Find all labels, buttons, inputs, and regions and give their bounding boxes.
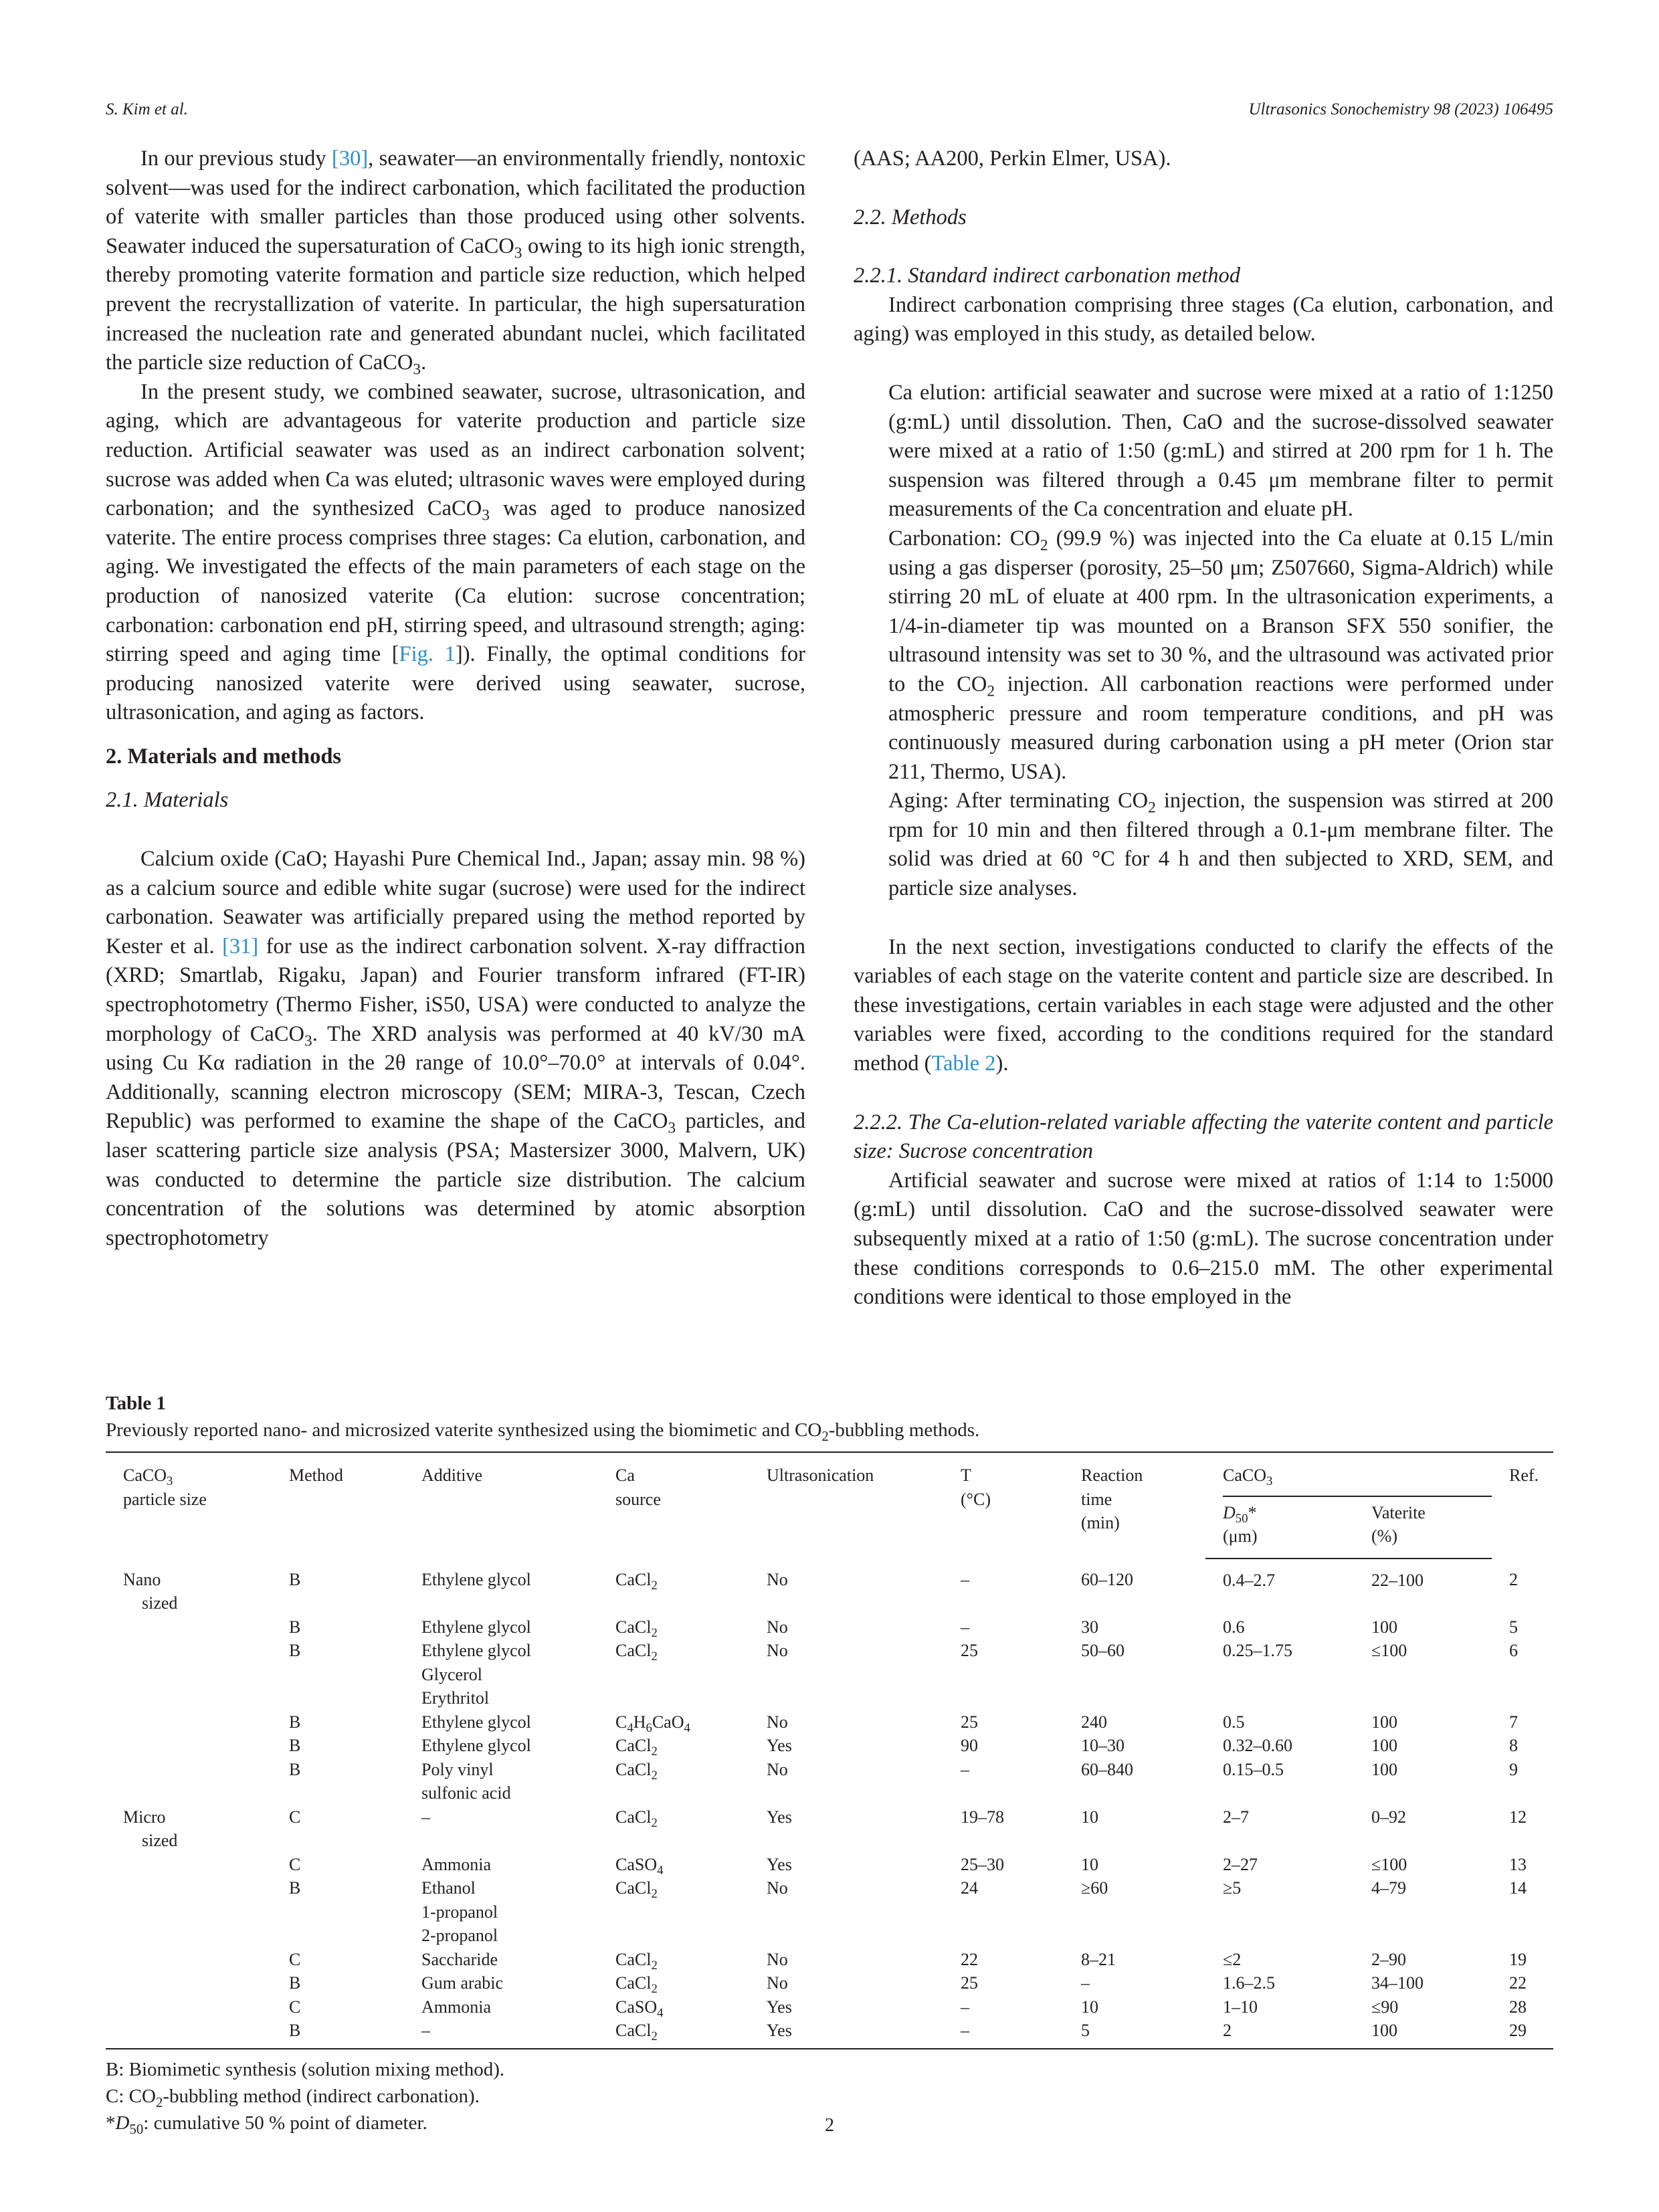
cell-temperature: 25 — [961, 1641, 978, 1660]
cell-ultrasonication: No — [767, 1617, 788, 1637]
cell-ref: 28 — [1509, 1997, 1527, 2017]
additive-line: Saccharide — [421, 1949, 498, 1969]
cell-vaterite: 100 — [1371, 1712, 1397, 1732]
cell-additive — [404, 1734, 598, 1758]
cell-temperature: 19–78 — [961, 1807, 1004, 1827]
cell-ultrasonication: Yes — [767, 1997, 792, 2017]
cell-ca-source — [598, 1615, 749, 1639]
cell-ref: 2 — [1509, 1569, 1518, 1589]
cell-method: B — [289, 1712, 301, 1732]
cell-temperature: – — [943, 2019, 1064, 2049]
additive-line: Ethylene glycol — [421, 1641, 531, 1660]
table-2-link[interactable]: Table 2 — [931, 1051, 996, 1076]
table-row — [106, 1710, 1553, 1734]
cell-ref: 14 — [1509, 1878, 1527, 1898]
cell-ref: 19 — [1509, 1949, 1527, 1969]
cell-ultrasonication: No — [767, 1949, 788, 1969]
cell-additive — [404, 1639, 598, 1710]
additive-line: Ethylene glycol — [421, 1712, 531, 1732]
cell-ultrasonication: No — [767, 1569, 788, 1589]
cell-ref: 8 — [1509, 1736, 1518, 1755]
paragraph-sucrose: Artificial seawater and sucrose were mixed at ratios of 1:14 to 1:5000 (g:mL) until dissolution. CaO and the sucrose-dissolved seawater were subsequently mixed at a ratio of 1:50 (g:mL). The sucrose concentration under these conditions corresponds to 0.6–215.0 mM. The other experimental conditions were identical to those employed in the — [854, 1168, 1553, 1310]
cell-vaterite: 100 — [1371, 1759, 1397, 1779]
cell-additive — [404, 1876, 598, 1948]
table-body — [106, 1559, 1553, 2049]
additive-line: Ethylene glycol — [421, 1569, 531, 1589]
header-additive: Additive — [404, 1452, 598, 1559]
formula-part: CaSO — [615, 1854, 658, 1874]
cell-d50: ≤2 — [1223, 1949, 1242, 1969]
cell-additive — [404, 1710, 598, 1734]
cell-ultrasonication: No — [767, 1759, 788, 1779]
cell-method: C — [289, 1807, 301, 1827]
cell-d50: ≥5 — [1223, 1878, 1242, 1898]
table-row — [106, 1734, 1553, 1758]
cell-particle-size — [106, 1876, 272, 1948]
formula-part: 2 — [651, 1578, 658, 1593]
cell-particle-size — [106, 1615, 272, 1639]
cell-ultrasonication: Yes — [767, 1736, 792, 1755]
cell-additive — [404, 1971, 598, 1995]
table-row — [106, 1853, 1553, 1877]
cell-temperature: – — [961, 1759, 969, 1779]
additive-line: Erythritol — [421, 1688, 490, 1708]
table-title: Table 1 — [106, 1393, 166, 1414]
formula-part: C — [615, 1712, 627, 1732]
cell-temperature: 25–30 — [961, 1854, 1004, 1874]
cell-particle-size — [106, 1559, 272, 1615]
paragraph-previous-study: In our previous study [30], seawater—an environmentally friendly, nontoxic solvent—was used for the indirect carbonation, which facilitated the production of vaterite with smaller particles than those produced using other solvents. Seawater induced the supersaturation of CaCO$_3$ owing to its high ionic strength, thereby promoting vaterite formation and particle size reduction, which helped prevent the recrystallization of vaterite. In particular, the high supersaturation increased the nucleation rate and generated abundant nuclei, which facilitated the particle size reduction of CaCO$_3$. — [106, 146, 805, 379]
cell-d50: 0.6 — [1223, 1617, 1245, 1637]
formula-part: 2 — [651, 1982, 658, 1997]
header-caco3: CaCO$_3$ — [1205, 1452, 1492, 1497]
additive-line: 2-propanol — [421, 1926, 498, 1945]
formula-part: CaCl — [615, 1949, 652, 1969]
paragraph-indirect-carbonation: Indirect carbonation comprising three stages (Ca elution, carbonation, and aging) was employed in this study, as detailed below. — [854, 292, 1553, 346]
formula-part: CaCl — [615, 2021, 652, 2040]
table-row — [106, 1758, 1553, 1805]
cell-particle-size — [106, 1734, 272, 1758]
cell-ca-source — [598, 1971, 749, 1995]
additive-line: Gum arabic — [421, 1973, 504, 1993]
header-d50: $D_{50}*$ (μm) — [1205, 1497, 1354, 1559]
cell-vaterite: 2–90 — [1371, 1949, 1406, 1969]
cell-d50: 1–10 — [1223, 1997, 1258, 2017]
cell-particle-size — [106, 1805, 272, 1853]
table-caption: Previously reported nano- and microsized vaterite synthesized using the biomimetic and $CO_2$-bubbling methods. — [106, 1419, 980, 1444]
cell-ca-source — [598, 1758, 749, 1805]
cell-d50: 2–27 — [1223, 1854, 1258, 1874]
table-row — [106, 1995, 1553, 2019]
cell-method: C — [289, 1854, 301, 1874]
formula-part: CaCl — [615, 1973, 652, 1993]
cell-reaction-time: 30 — [1081, 1617, 1098, 1637]
citation-31[interactable]: [31] — [222, 934, 259, 959]
table-row — [106, 2019, 1553, 2049]
cell-temperature: 25 — [961, 1973, 978, 1993]
subsubsection-heading-sucrose: 2.2.2. The Ca-elution-related variable affecting the vaterite content and particle size: Sucrose concentration — [854, 1110, 1553, 1164]
citation-30[interactable]: [30] — [332, 146, 369, 171]
formula-part: 2 — [651, 1625, 658, 1640]
cell-ultrasonication: No — [767, 1641, 788, 1660]
footnote-c: C: $CO_2$-bubbling method (indirect carbonation). — [106, 2085, 480, 2110]
cell-particle-size — [106, 1710, 272, 1734]
cell-ultrasonication: Yes — [767, 1854, 792, 1874]
cell-d50: 0.15–0.5 — [1223, 1759, 1284, 1779]
formula-part: 6 — [646, 1720, 652, 1735]
cell-vaterite: ≤100 — [1371, 1641, 1407, 1660]
paragraph-next-section: In the next section, investigations conducted to clarify the effects of the variables of each stage on the vaterite content and particle size are described. In these investigations, certain variables in each stage were adjusted and the other variables were fixed, according to the conditions required for the standard method (Table 2). — [854, 934, 1553, 1076]
cell-ca-source — [598, 1995, 749, 2019]
additive-line: 1-propanol — [421, 1902, 498, 1922]
cell-temperature: 90 — [961, 1736, 978, 1755]
stage-carbonation: Carbonation: $CO_2$ (99.9 %) was injected into the Ca eluate at 0.15 L/min using a gas disperser (porosity, 25–50 μm; Z507660, Sigma-Aldrich) while stirring 20 mL of eluate at 400 rpm. In the ultrasonication experiments, a 1/4-in-diameter tip was mounted on a Branson SFX 550 sonifier, the ultrasound intensity was set to 30 %, and the ultrasound was activated prior to the $CO_2$ injection. All carbonation reactions were performed under atmospheric pressure and room temperature conditions, and pH was continuously measured during carbonation using a pH meter (Orion star 211, Thermo, USA). — [888, 526, 1553, 784]
table-row — [106, 1639, 1553, 1710]
cell-vaterite: 0–92 — [1371, 1807, 1406, 1827]
cell-additive — [404, 1758, 598, 1805]
cell-ca-source — [598, 1805, 749, 1853]
additive-line: Ethylene glycol — [421, 1736, 531, 1755]
group-label: Nano — [123, 1569, 161, 1589]
header-ref: Ref. — [1492, 1452, 1553, 1559]
header-vaterite: Vaterite (%) — [1354, 1497, 1492, 1559]
additive-line: – — [421, 2021, 430, 2040]
cell-ca-source — [598, 1853, 749, 1877]
cell-vaterite: 4–79 — [1371, 1878, 1406, 1898]
cell-vaterite: 34–100 — [1371, 1973, 1424, 1993]
additive-line: Ethylene glycol — [421, 1617, 531, 1637]
stage-ca-elution: Ca elution: artificial seawater and sucrose were mixed at a ratio of 1:1250 (g:mL) until dissolution. Then, CaO and the sucrose-dissolved seawater were mixed at a ratio of 1:50 (g:mL) and stirred at 200 rpm for 1 h. The suspension was filtered through a 0.45 μm membrane filter to permit measurements of the Ca concentration and eluate pH. — [888, 380, 1553, 522]
cell-particle-size — [106, 1948, 272, 1972]
cell-reaction-time: 50–60 — [1081, 1641, 1125, 1660]
cell-particle-size — [106, 1758, 272, 1805]
cell-additive — [404, 1805, 598, 1853]
cell-additive — [404, 1995, 598, 2019]
formula-part: CaCl — [615, 1641, 652, 1660]
cell-vaterite: ≤100 — [1371, 1854, 1407, 1874]
subsection-heading-materials: 2.1. Materials — [106, 788, 229, 813]
cell-method: B — [289, 1569, 301, 1589]
cell-method: B — [289, 1759, 301, 1779]
cell-ca-source — [598, 2019, 749, 2049]
cell-ref: 5 — [1509, 1617, 1518, 1637]
header-reaction-time: Reaction time (min) — [1064, 1452, 1205, 1559]
cell-ca-source — [598, 1876, 749, 1948]
additive-line: Ammonia — [421, 1997, 491, 2017]
formula-part: CaCl — [615, 1807, 652, 1827]
cell-method: B — [289, 1878, 301, 1898]
stage-list — [888, 379, 1553, 904]
formula-part: 4 — [657, 2005, 664, 2020]
header-ca-source: Ca source — [598, 1452, 749, 1559]
cell-d50: 0.5 — [1223, 1712, 1245, 1732]
cell-ref: 6 — [1509, 1641, 1518, 1660]
cell-reaction-time: 240 — [1081, 1712, 1107, 1732]
additive-line: Glycerol — [421, 1664, 482, 1684]
header-particle-size: CaCO$_3$ particle size — [106, 1452, 272, 1559]
cell-ca-source — [598, 1559, 749, 1615]
cell-reaction-time: 10 — [1081, 1854, 1098, 1874]
cell-ref: 7 — [1509, 1712, 1518, 1732]
cell-ca-source — [598, 1734, 749, 1758]
cell-ca-source — [598, 1710, 749, 1734]
figure-1-link[interactable]: Fig. 1 — [399, 642, 456, 667]
table-row — [106, 1948, 1553, 1972]
formula-part: 2 — [651, 1744, 658, 1759]
cell-d50: 0.32–0.60 — [1223, 1736, 1292, 1755]
cell-ultrasonication: Yes — [749, 2019, 943, 2049]
cell-temperature: – — [961, 1997, 969, 2017]
paragraph-aas: (AAS; AA200, Perkin Elmer, USA). — [854, 146, 1171, 171]
formula-part: 4 — [627, 1720, 633, 1735]
paragraph-present-study: In the present study, we combined seawater, sucrose, ultrasonication, and aging, which are advantageous for vaterite production and particle size reduction. Artificial seawater was used as an indirect carbonation solvent; sucrose was added when Ca was eluted; ultrasonic waves were employed during carbonation; and the synthesized CaCO$_3$ was aged to produce nanosized vaterite. The entire process comprises three stages: Ca elution, carbonation, and aging. We investigated the effects of the main parameters of each stage on the production of nanosized vaterite (Ca elution: sucrose concentration; carbonation: carbonation end pH, stirring speed, and ultrasound strength; aging: stirring speed and aging time [Fig. 1]). Finally, the optimal conditions for producing nanosized vaterite were derived using seawater, sucrose, ultrasonication, and aging as factors. — [106, 379, 805, 725]
cell-reaction-time: – — [1081, 1973, 1090, 1993]
footnote-b: B: Biomimetic synthesis (solution mixing method). — [106, 2058, 505, 2080]
cell-d50: 0.4–2.7 — [1223, 1570, 1275, 1590]
cell-additive — [404, 1615, 598, 1639]
formula-part: 4 — [657, 1863, 664, 1878]
cell-d50: 0.25–1.75 — [1223, 1641, 1292, 1660]
cell-additive — [404, 2019, 598, 2049]
cell-additive — [404, 1559, 598, 1615]
vaterite-table — [106, 1451, 1553, 2049]
cell-ref: 13 — [1509, 1854, 1527, 1874]
formula-part: 2 — [651, 1958, 658, 1973]
formula-part: CaCl — [615, 1759, 652, 1779]
cell-d50: 2–7 — [1223, 1807, 1249, 1827]
formula-part: 2 — [651, 1649, 658, 1664]
cell-particle-size — [106, 1853, 272, 1877]
cell-method: C — [289, 1949, 301, 1969]
left-column — [106, 144, 805, 1253]
cell-particle-size — [106, 1971, 272, 1995]
group-label: sized — [142, 1831, 178, 1850]
cell-reaction-time: 5 — [1064, 2019, 1205, 2049]
cell-method: B — [289, 1617, 301, 1637]
cell-vaterite: 100 — [1354, 2019, 1492, 2049]
cell-ref: 22 — [1509, 1973, 1527, 1993]
footnote-d50: $*D_{50}$: cumulative 50 % point of diameter. — [106, 2112, 427, 2137]
cell-vaterite: 22–100 — [1371, 1570, 1424, 1590]
cell-ref: 12 — [1509, 1807, 1527, 1827]
cell-method: B — [289, 1736, 301, 1755]
cell-particle-size — [106, 1995, 272, 2019]
subsection-heading-methods: 2.2. Methods — [854, 205, 967, 229]
running-header-right: Ultrasonics Sonochemistry 98 (2023) 106495 — [1248, 100, 1553, 118]
cell-vaterite: 100 — [1371, 1617, 1397, 1637]
formula-part: CaO — [652, 1712, 684, 1732]
cell-vaterite: ≤90 — [1371, 1997, 1399, 2017]
cell-particle-size — [106, 2019, 272, 2049]
cell-reaction-time: 10 — [1081, 1997, 1098, 2017]
cell-reaction-time: 8–21 — [1081, 1949, 1116, 1969]
formula-part: CaSO — [615, 1997, 658, 2017]
paragraph-materials: Calcium oxide (CaO; Hayashi Pure Chemical Ind., Japan; assay min. 98 %) as a calcium source and edible white sugar (sucrose) were used for the indirect carbonation. Seawater was artificially prepared using the method reported by Kester et al. [31] for use as the indirect carbonation solvent. X-ray diffraction (XRD; Smartlab, Rigaku, Japan) and Fourier transform infrared (FT-IR) spectrophotometry (Thermo Fisher, iS50, USA) were conducted to analyze the morphology of CaCO$_3$. The XRD analysis was performed at 40 kV/30 mA using Cu Kα radiation in the 2θ range of 10.0°–70.0° at intervals of 0.04°. Additionally, scanning electron microscopy (SEM; MIRA-3, Tescan, Czech Republic) was performed to examine the shape of the CaCO$_3$ particles, and laser scattering particle size analysis (PSA; Mastersizer 3000, Malvern, UK) was conducted to determine the particle size distribution. The calcium concentration of the solutions was determined by atomic absorption spectrophotometry — [106, 847, 805, 1250]
group-label: Micro — [123, 1807, 166, 1827]
formula-part: CaCl — [615, 1617, 652, 1637]
cell-reaction-time: 10 — [1081, 1807, 1098, 1827]
cell-temperature: 25 — [961, 1712, 978, 1732]
additive-line: sulfonic acid — [421, 1783, 511, 1803]
cell-reaction-time: 60–120 — [1081, 1569, 1133, 1589]
formula-part: CaCl — [615, 1736, 652, 1755]
formula-part: 2 — [651, 1815, 658, 1830]
formula-part: CaCl — [615, 1878, 652, 1898]
formula-part: 2 — [651, 2029, 658, 2044]
cell-method: C — [289, 1997, 301, 2017]
section-heading-materials-methods: 2. Materials and methods — [106, 744, 342, 769]
cell-ultrasonication: No — [767, 1878, 788, 1898]
additive-line: Ethanol — [421, 1878, 476, 1898]
cell-additive — [404, 1948, 598, 1972]
additive-line: Poly vinyl — [421, 1759, 494, 1779]
cell-ultrasonication: Yes — [767, 1807, 792, 1827]
cell-ultrasonication: No — [767, 1712, 788, 1732]
header-method: Method — [272, 1452, 404, 1559]
formula-part: 2 — [651, 1768, 658, 1783]
cell-ref: 9 — [1509, 1759, 1518, 1779]
stage-aging: Aging: After terminating $CO_2$ injection, the suspension was stirred at 200 rpm for 10 min and then filtered through a 0.1-μm membrane filter. The solid was dried at 60 °C for 4 h and then subjected to XRD, SEM, and particle size analyses. — [888, 789, 1553, 901]
table-row — [106, 1876, 1553, 1948]
header-ultrasonication: Ultrasonication — [749, 1452, 943, 1559]
cell-method: B — [289, 1641, 301, 1660]
cell-ca-source — [598, 1948, 749, 1972]
cell-ca-source — [598, 1639, 749, 1710]
cell-method: B — [272, 2019, 404, 2049]
cell-ref: 29 — [1492, 2019, 1553, 2049]
header-temperature: T (°C) — [943, 1452, 1064, 1559]
cell-reaction-time: 10–30 — [1081, 1736, 1125, 1755]
table-row — [106, 1615, 1553, 1639]
cell-particle-size — [106, 1639, 272, 1710]
cell-reaction-time: ≥60 — [1081, 1878, 1108, 1898]
formula-part: CaCl — [615, 1569, 652, 1589]
page-number: 2 — [825, 2115, 834, 2136]
cell-ultrasonication: No — [767, 1973, 788, 1993]
cell-temperature: 24 — [961, 1878, 978, 1898]
running-header-left: S. Kim et al. — [106, 100, 188, 118]
table-row — [106, 1559, 1553, 1615]
group-label: sized — [142, 1593, 178, 1613]
additive-line: – — [421, 1807, 430, 1827]
cell-d50: 2 — [1205, 2019, 1354, 2049]
cell-method: B — [289, 1973, 301, 1993]
cell-vaterite: 100 — [1371, 1736, 1397, 1755]
additive-line: Ammonia — [421, 1854, 491, 1874]
table-row — [106, 1805, 1553, 1853]
cell-temperature: – — [961, 1569, 969, 1589]
cell-temperature: 22 — [961, 1949, 978, 1969]
cell-additive — [404, 1853, 598, 1877]
cell-reaction-time: 60–840 — [1081, 1759, 1133, 1779]
right-column — [854, 144, 1553, 1312]
cell-temperature: – — [961, 1617, 969, 1637]
table-row — [106, 1971, 1553, 1995]
cell-d50: 1.6–2.5 — [1223, 1973, 1275, 1993]
formula-part: H — [633, 1712, 646, 1732]
table-1 — [106, 1390, 1553, 2136]
formula-part: 2 — [651, 1887, 658, 1902]
subsubsection-heading-standard: 2.2.1. Standard indirect carbonation method — [854, 264, 1241, 288]
formula-part: 4 — [684, 1720, 690, 1735]
